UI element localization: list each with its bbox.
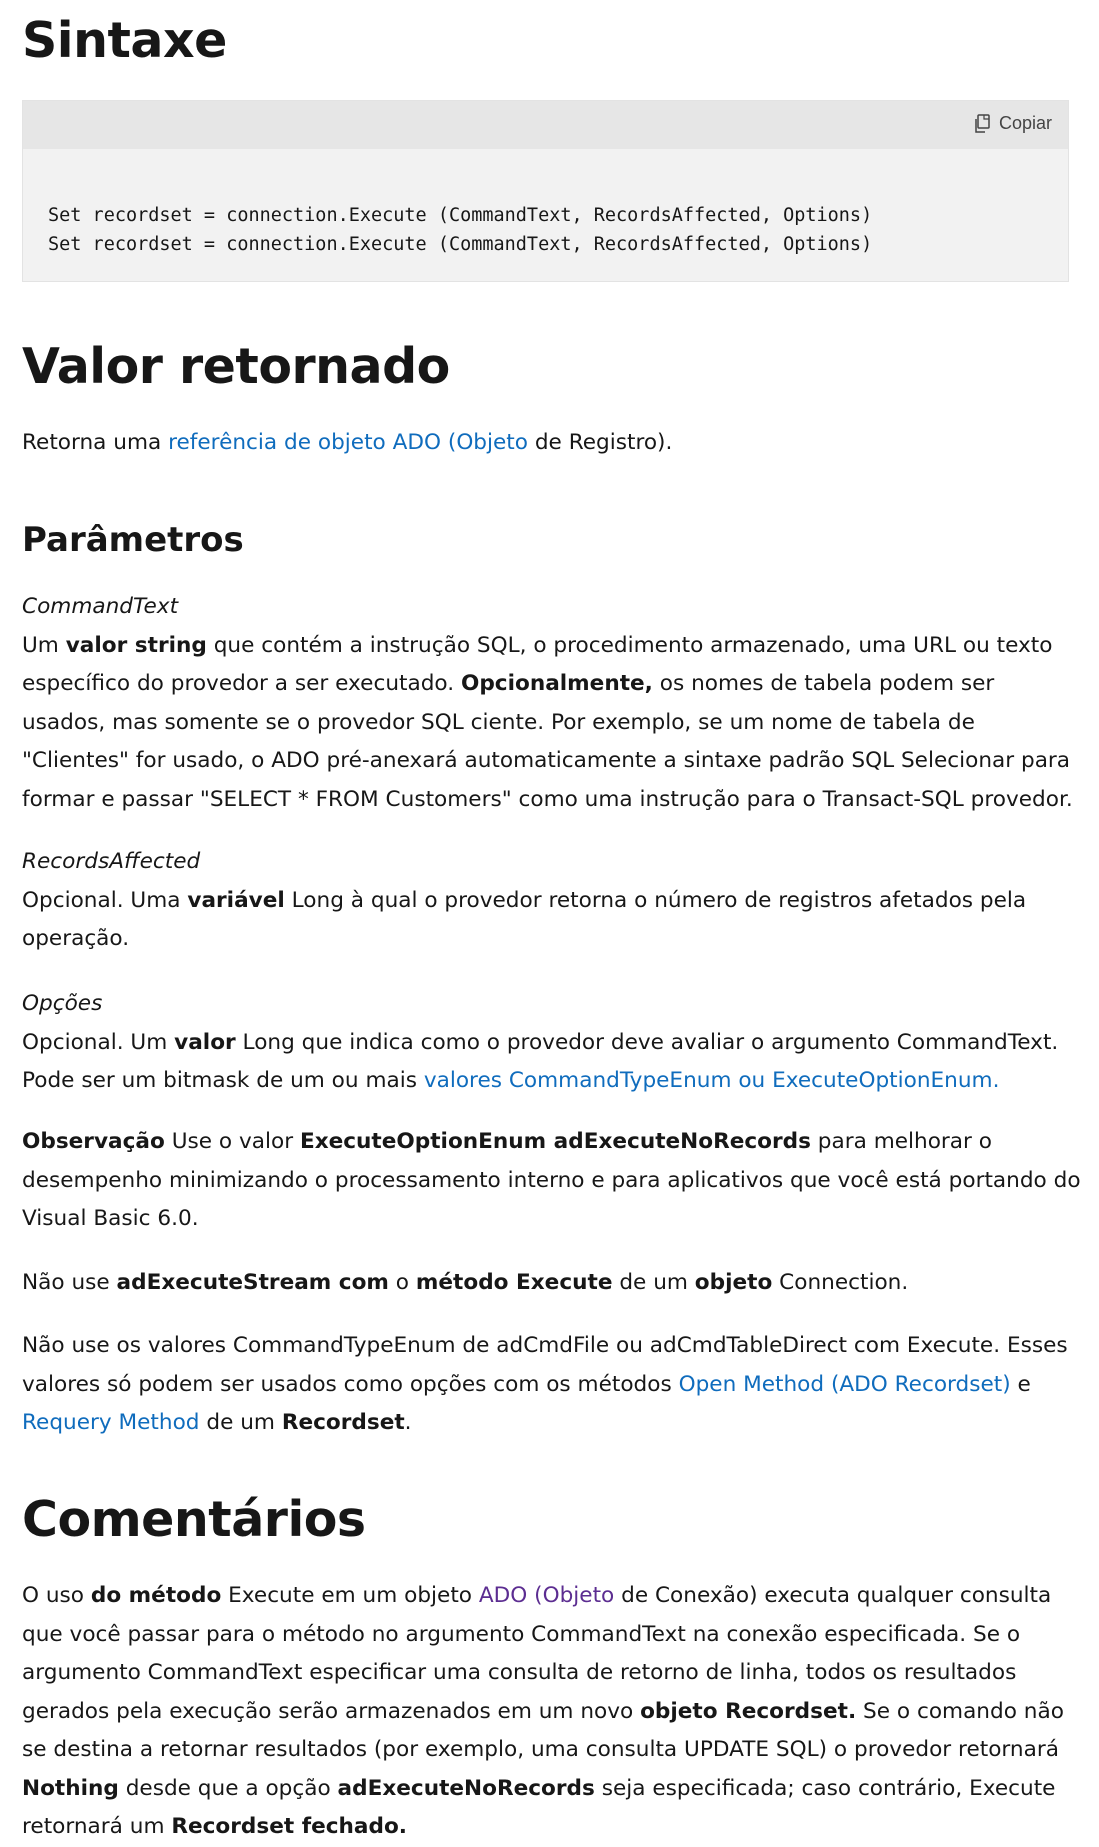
return-value-text: Retorna uma referência de objeto ADO (Objeto de Registro). [22,430,673,455]
requery-method-link[interactable]: Requery Method [22,1410,200,1435]
code-block [22,100,1069,282]
param-description: Um valor string que contém a instrução SQL, o procedimento armazenado, uma URL ou texto específico do provedor a ser executado. Opcionalmente, os nomes de tabela podem ser usados, mas somente se o provedor SQL ciente. Por exemplo, se um nome de tabela de "Clientes" for usado, o ADO pré-anexará automaticamente a sintaxe padrão SQL Selecionar para formar e passar "SELECT * FROM Customers" como uma instrução para o Transact-SQL provedor. [22,632,1073,812]
dont-use-cmdtype-text: Não use os valores CommandTypeEnum de adCmdFile ou adCmdTableDirect com Execute. Esses valores só podem ser usados como opções com os métodos Open Method (ADO Recordset) e Requery Method de um Recordset. [22,1333,1068,1435]
param-commandtext [22,588,1084,819]
note-text: Observação Use o valor ExecuteOptionEnum adExecuteNoRecords para melhorar o desempenho minimizando o processamento interno e para aplicativos que você está portando do Visual Basic 6.0. [22,1129,1081,1231]
param-description: Opcional. Um valor Long que indica como o provedor deve avaliar o argumento CommandText. Pode ser um bitmask de um ou mais valores CommandTypeEnum ou ExecuteOptionEnum. [22,1029,1059,1093]
code-header [23,101,1068,149]
param-name: RecordsAffected [22,849,201,874]
commandtypeenum-link[interactable]: valores CommandTypeEnum ou ExecuteOptionEnum. [423,1068,1000,1093]
ado-object-link[interactable]: referência de objeto ADO (Objeto [168,430,528,455]
code-line: Set recordset = connection.Execute (CommandText, RecordsAffected, Options) [48,234,873,255]
code-content [23,149,1068,259]
copy-button[interactable] [973,113,1052,134]
param-recordsaffected [22,843,1084,959]
comments-text: O uso do método Execute em um objeto ADO (Objeto de Conexão) executa qualquer consulta que você passar para o método no argumento CommandText na conexão especificada. Se o argumento CommandText especificar uma consulta de retorno de linha, todos os resultados gerados pela execução serão armazenados em um novo objeto Recordset. Se o comando não se destina a retornar resultados (por exemplo, uma consulta UPDATE SQL) o provedor retornará Nothing desde que a opção adExecuteNoRecords seja especificada; caso contrário, Execute retornará um Recordset fechado. [22,1583,1064,1839]
comments-heading: Comentários [22,1491,366,1548]
open-method-link[interactable]: Open Method (ADO Recordset) [678,1371,1011,1397]
copy-icon [973,114,991,134]
param-name: Opções [22,991,103,1016]
dont-use-stream-text: Não use adExecuteStream com o método Execute de um objeto Connection. [22,1270,909,1295]
return-value-heading: Valor retornado [22,338,450,395]
param-description: Opcional. Uma variável Long à qual o provedor retorna o número de registros afetados pela operação. [22,887,1027,951]
copy-label: Copiar [998,113,1052,133]
parameters-heading: Parâmetros [22,520,244,560]
syntax-heading: Sintaxe [22,12,227,69]
param-name: CommandText [22,594,179,619]
code-line: Set recordset = connection.Execute (CommandText, RecordsAffected, Options) [48,205,873,226]
ado-connection-link[interactable]: ADO (Objeto [478,1583,615,1608]
param-options [22,985,1084,1101]
